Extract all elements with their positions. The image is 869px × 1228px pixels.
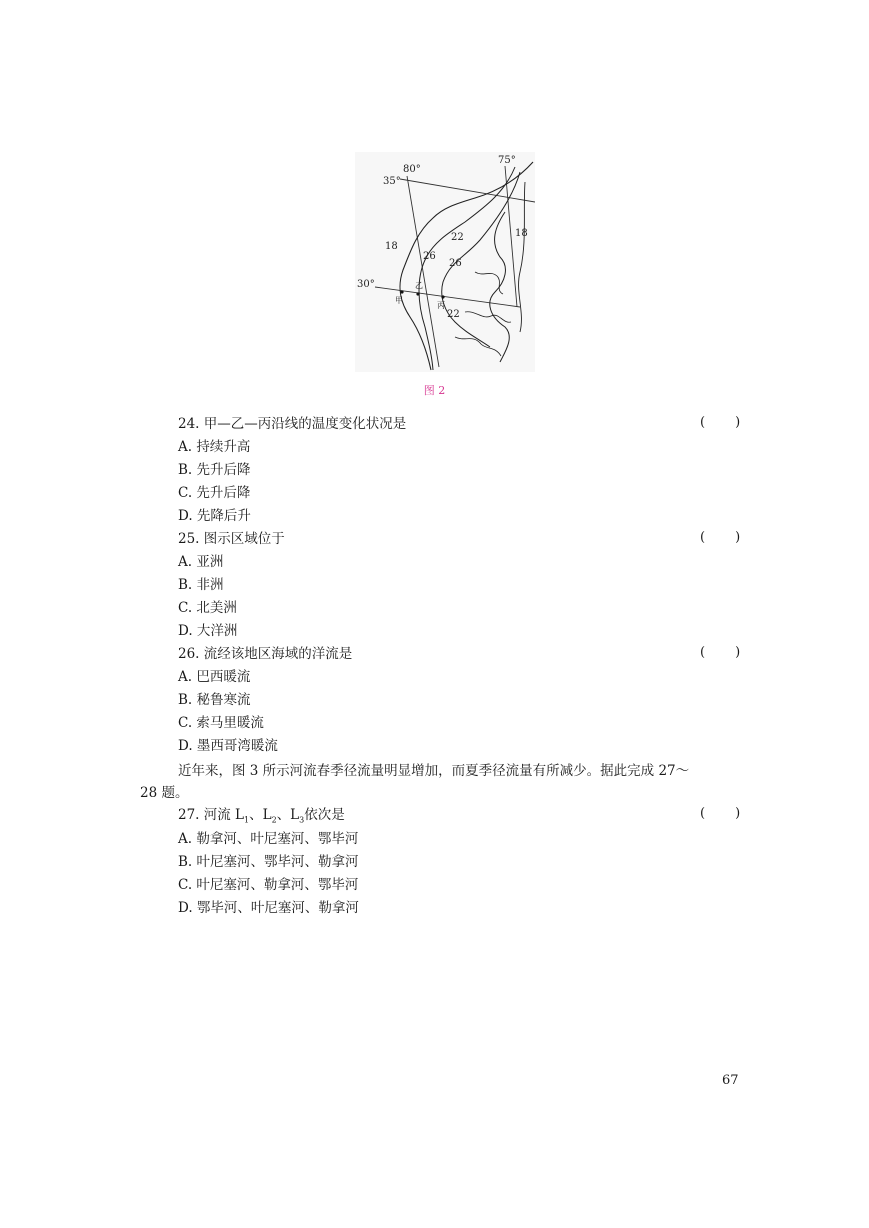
option-26-c: C. 索马里暖流 bbox=[178, 715, 264, 731]
point-yi bbox=[416, 292, 419, 295]
label-iso26-west: 26 bbox=[423, 251, 436, 262]
map-figure bbox=[355, 152, 535, 372]
option-25-a: A. 亚洲 bbox=[178, 554, 224, 570]
paren-close: ) bbox=[735, 530, 741, 545]
paren-open: ( bbox=[700, 415, 706, 430]
label-80: 80° bbox=[403, 164, 421, 175]
option-25-b: B. 非洲 bbox=[178, 577, 224, 593]
label-75: 75° bbox=[498, 155, 516, 166]
page-number: 67 bbox=[722, 1073, 739, 1088]
option-24-d: D. 先降后升 bbox=[178, 508, 251, 524]
point-jia bbox=[400, 290, 403, 293]
label-iso22-north: 22 bbox=[451, 232, 464, 243]
paren-close: ) bbox=[735, 806, 741, 821]
point-bing bbox=[441, 295, 444, 298]
paren-open: ( bbox=[700, 530, 706, 545]
question-26-stem: 26. 流经该地区海域的洋流是 bbox=[178, 646, 353, 662]
subscript-2: 2 bbox=[271, 815, 277, 825]
option-27-d: D. 鄂毕河、叶尼塞河、勒拿河 bbox=[178, 900, 359, 916]
intro-line-2: 28 题。 bbox=[140, 785, 189, 801]
stem-prefix: 27. 河流 L bbox=[178, 807, 245, 823]
option-25-d: D. 大洋洲 bbox=[178, 623, 238, 639]
label-iso18-east: 18 bbox=[515, 228, 528, 239]
option-24-c: C. 先升后降 bbox=[178, 485, 251, 501]
question-25-stem: 25. 图示区域位于 bbox=[178, 531, 285, 547]
label-30: 30° bbox=[357, 279, 375, 290]
subscript-1: 1 bbox=[244, 815, 250, 825]
option-24-b: B. 先升后降 bbox=[178, 462, 251, 478]
stem-suffix: 依次是 bbox=[304, 807, 345, 823]
option-27-a: A. 勒拿河、叶尼塞河、鄂毕河 bbox=[178, 831, 359, 847]
option-24-a: A. 持续升高 bbox=[178, 439, 251, 455]
answer-blank-25[interactable] bbox=[700, 530, 740, 545]
question-27-stem bbox=[178, 806, 345, 830]
label-35: 35° bbox=[383, 176, 401, 187]
answer-blank-24[interactable] bbox=[700, 415, 740, 430]
option-26-b: B. 秘鲁寒流 bbox=[178, 692, 251, 708]
figure-caption: 图 2 bbox=[423, 384, 446, 397]
label-bing: 丙 bbox=[437, 301, 445, 310]
paren-open: ( bbox=[700, 645, 706, 660]
subscript-3: 3 bbox=[299, 815, 305, 825]
option-25-c: C. 北美洲 bbox=[178, 600, 237, 616]
stem-sep: 、L bbox=[249, 807, 272, 823]
answer-blank-27[interactable] bbox=[700, 806, 740, 821]
label-iso22-south: 22 bbox=[447, 309, 460, 320]
label-jia: 甲 bbox=[395, 296, 403, 305]
stem-sep: 、L bbox=[276, 807, 300, 823]
label-iso18-west: 18 bbox=[385, 241, 398, 252]
paren-close: ) bbox=[735, 415, 741, 430]
intro-line-1: 近年来，图 3 所示河流春季径流量明显增加，而夏季径流量有所减少。据此完成 27～ bbox=[178, 763, 690, 779]
option-26-a: A. 巴西暖流 bbox=[178, 669, 251, 685]
paren-close: ) bbox=[735, 645, 741, 660]
option-26-d: D. 墨西哥湾暖流 bbox=[178, 738, 278, 754]
answer-blank-26[interactable] bbox=[700, 645, 740, 660]
option-27-c: C. 叶尼塞河、勒拿河、鄂毕河 bbox=[178, 877, 359, 893]
question-24-stem: 24. 甲—乙—丙沿线的温度变化状况是 bbox=[178, 416, 407, 432]
map-background bbox=[355, 152, 535, 372]
paren-open: ( bbox=[700, 806, 706, 821]
label-iso26-east: 26 bbox=[449, 258, 462, 269]
option-27-b: B. 叶尼塞河、鄂毕河、勒拿河 bbox=[178, 854, 359, 870]
label-yi: 乙 bbox=[415, 281, 423, 290]
